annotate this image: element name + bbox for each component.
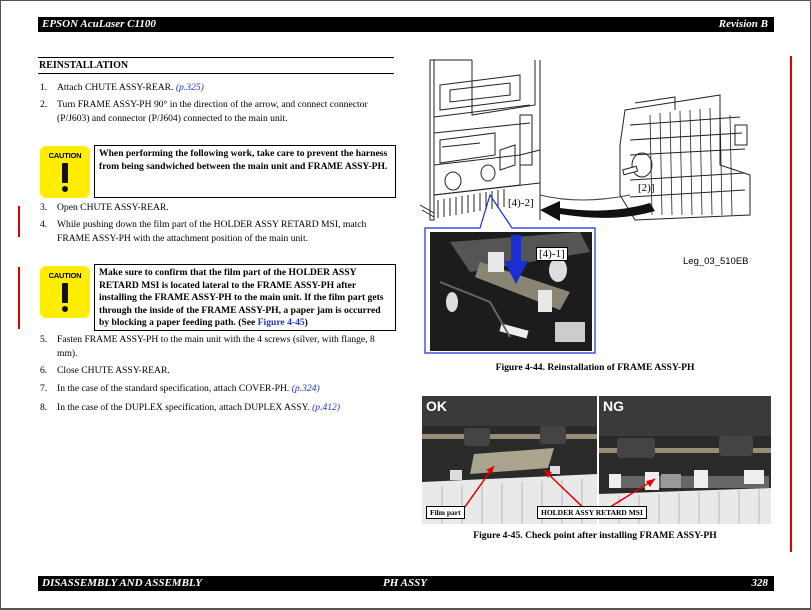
step-7 xyxy=(38,382,398,396)
film-part-callout: Film part xyxy=(426,506,465,519)
photo-ok xyxy=(422,396,597,524)
figure-link-4-45[interactable]: Figure 4-45 xyxy=(257,317,305,328)
revision-bar xyxy=(18,267,20,329)
callout-step-2: [2)] xyxy=(638,182,655,194)
step-text: Close CHUTE ASSY-REAR. xyxy=(57,365,170,376)
step-text: While pushing down the film part of the HOLDER ASSY RETARD MSI, match FRAME ASSY-PH with the attachment position of the main unit. xyxy=(57,219,367,244)
caution-label: CAUTION xyxy=(48,151,82,160)
step-text: In the case of the standard specification, attach COVER-PH. (p.324) xyxy=(57,383,320,394)
step-number: 7. xyxy=(40,383,48,394)
page-number: 328 xyxy=(751,577,768,589)
caution-icon xyxy=(40,266,90,318)
step-number: 6. xyxy=(40,365,48,376)
step-text: In the case of the DUPLEX specification, attach DUPLEX ASSY. (p.412) xyxy=(57,402,341,413)
step-number: 2. xyxy=(40,99,48,110)
exclamation-icon xyxy=(62,163,68,183)
ng-label: NG xyxy=(603,398,624,414)
ok-label: OK xyxy=(426,398,447,414)
caution-box-2: Make sure to confirm that the film part of the HOLDER ASSY RETARD MSI is located lateral to the FRAME ASSY-PH after installing the FRAME ASSY-PH to the main unit. If the film part gets through the inside of the FRAME ASSY-PH, a paper jam is occurred by blocking a paper feeding path. (See Figure 4-45) xyxy=(94,264,396,331)
step-text: Open CHUTE ASSY-REAR. xyxy=(57,202,169,213)
document-title: EPSON AcuLaser C1100 xyxy=(42,18,156,30)
figure-4-44 xyxy=(420,55,760,355)
chapter-label: DISASSEMBLY AND ASSEMBLY xyxy=(42,577,202,589)
step-number: 4. xyxy=(40,219,48,230)
page-link-412[interactable]: (p.412) xyxy=(312,402,341,413)
step-text: Attach CHUTE ASSY-REAR. (p.325) xyxy=(57,82,204,93)
step-4 xyxy=(38,218,398,248)
step-number: 5. xyxy=(40,334,48,345)
callout-step-4-2: [4)-2] xyxy=(508,197,534,209)
page-link-325[interactable]: (p.325) xyxy=(175,82,204,93)
ng-photo-illustration xyxy=(599,396,771,524)
caution-icon xyxy=(40,146,90,198)
figure-caption-4-45: Figure 4-45. Check point after installing FRAME ASSY-PH xyxy=(473,530,717,541)
step-6 xyxy=(38,364,398,378)
page-header xyxy=(38,17,774,32)
holder-assy-callout: HOLDER ASSY RETARD MSI xyxy=(537,506,647,519)
caution-label: CAUTION xyxy=(48,271,82,280)
step-8 xyxy=(38,401,398,415)
exclamation-dot xyxy=(62,306,68,312)
step-2 xyxy=(38,98,398,128)
detail-photo-film-part xyxy=(430,232,592,351)
step-text: Fasten FRAME ASSY-PH to the main unit with the 4 screws (silver, with flange, 8 mm). xyxy=(57,334,375,359)
step-text: Turn FRAME ASSY-PH 90° in the direction of the arrow, and connect connector (P/J603) and connector (P/J604) connected to the main unit. xyxy=(57,99,368,124)
step-5 xyxy=(38,333,398,363)
section-label: PH ASSY xyxy=(383,577,427,589)
step-number: 8. xyxy=(40,402,48,413)
exclamation-dot xyxy=(62,186,68,192)
caution-box-1: When performing the following work, take care to prevent the harness from being sandwiched between the main unit and FRAME ASSY-PH. xyxy=(94,145,396,198)
step-number: 3. xyxy=(40,202,48,213)
figure-legend-id: Leg_03_510EB xyxy=(683,256,749,267)
page-footer xyxy=(38,576,774,591)
detail-photo-illustration xyxy=(430,232,592,351)
callout-step-4-1: [4)-1] xyxy=(536,247,568,261)
revision-bar xyxy=(790,56,792,552)
photo-ng xyxy=(599,396,771,524)
ok-photo-illustration xyxy=(422,396,597,524)
figure-caption-4-44: Figure 4-44. Reinstallation of FRAME ASSY-PH xyxy=(495,362,695,373)
step-1 xyxy=(38,81,398,95)
step-number: 1. xyxy=(40,82,48,93)
revision-bar xyxy=(18,206,20,237)
page-link-324[interactable]: (p.324) xyxy=(291,383,320,394)
revision-label: Revision B xyxy=(718,18,768,30)
step-3 xyxy=(38,201,398,215)
section-title: REINSTALLATION xyxy=(38,57,394,74)
exclamation-icon xyxy=(62,283,68,303)
